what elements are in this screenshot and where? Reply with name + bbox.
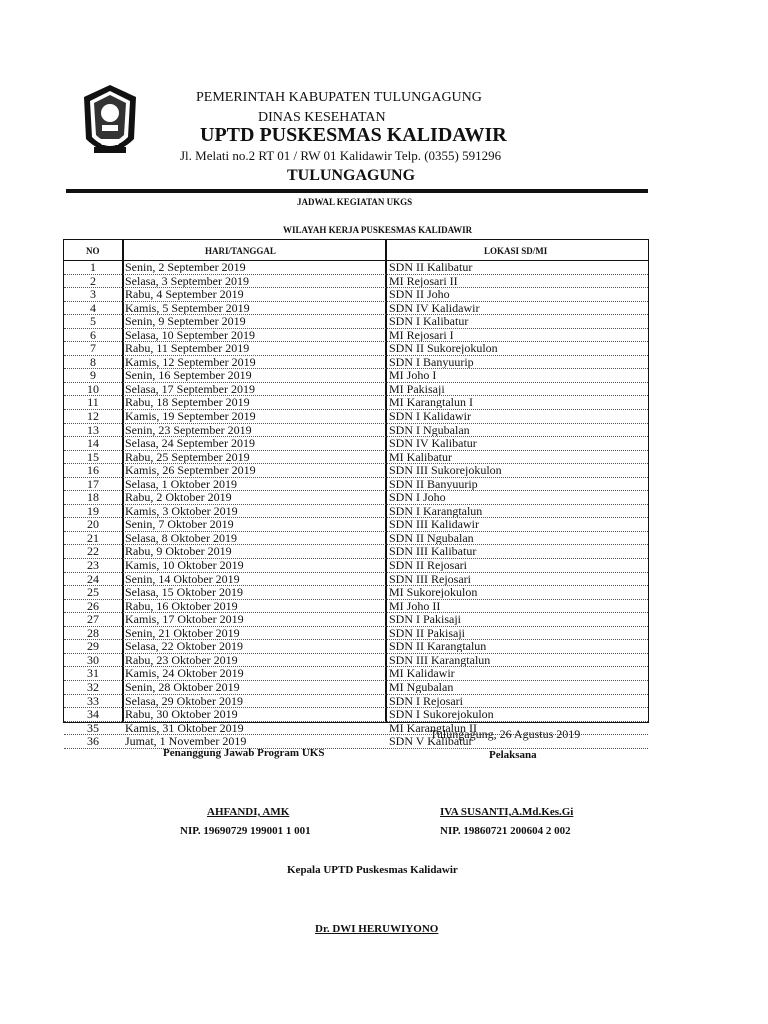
head-signatory-role: Kepala UPTD Puskesmas Kalidawir bbox=[287, 864, 458, 876]
row-location: SDN I Ngubalan bbox=[389, 423, 470, 436]
table-row bbox=[64, 383, 648, 397]
row-location: MI Kalidawir bbox=[389, 667, 455, 680]
row-date: Selasa, 15 Oktober 2019 bbox=[125, 586, 243, 599]
place-date: Tulungagung, 26 Agustus 2019 bbox=[430, 727, 581, 741]
row-date: Senin, 16 September 2019 bbox=[125, 369, 252, 382]
row-number: 29 bbox=[87, 639, 99, 654]
row-location: SDN III Rejosari bbox=[389, 572, 471, 585]
table-row bbox=[64, 640, 648, 654]
row-number: 25 bbox=[87, 585, 99, 600]
table-row bbox=[64, 654, 648, 668]
row-location: MI Rejosari II bbox=[389, 274, 458, 287]
table-body bbox=[64, 261, 648, 749]
row-location: SDN III Kalidawir bbox=[389, 518, 479, 531]
row-number: 20 bbox=[87, 517, 99, 532]
table-row bbox=[64, 600, 648, 614]
row-location: SDN II Banyuurip bbox=[389, 477, 478, 490]
right-signatory-role: Pelaksana bbox=[489, 749, 537, 761]
row-number: 21 bbox=[87, 530, 99, 545]
row-date: Rabu, 9 Oktober 2019 bbox=[125, 545, 232, 558]
row-number: 12 bbox=[87, 409, 99, 424]
table-row bbox=[64, 505, 648, 519]
row-date: Kamis, 10 Oktober 2019 bbox=[125, 559, 244, 572]
row-date: Kamis, 3 Oktober 2019 bbox=[125, 504, 238, 517]
table-row bbox=[64, 708, 648, 722]
row-date: Jumat, 1 November 2019 bbox=[125, 735, 247, 748]
table-row bbox=[64, 302, 648, 316]
row-location: MI Sukorejokulon bbox=[389, 586, 478, 599]
table-header bbox=[64, 240, 648, 261]
row-date: Rabu, 18 September 2019 bbox=[125, 396, 250, 409]
row-location: SDN II Karangtalun bbox=[389, 640, 487, 653]
row-date: Kamis, 31 Oktober 2019 bbox=[125, 721, 244, 734]
row-location: SDN III Sukorejokulon bbox=[389, 464, 502, 477]
table-row bbox=[64, 275, 648, 289]
row-date: Selasa, 17 September 2019 bbox=[125, 382, 255, 395]
right-signatory-nip: NIP. 19860721 200604 2 002 bbox=[440, 825, 571, 837]
row-date: Senin, 7 Oktober 2019 bbox=[125, 518, 234, 531]
row-location: SDN III Kalibatur bbox=[389, 545, 477, 558]
row-location: MI Joho II bbox=[389, 599, 441, 612]
table-row bbox=[64, 451, 648, 465]
table-row bbox=[64, 518, 648, 532]
table-row bbox=[64, 613, 648, 627]
row-date: Senin, 9 September 2019 bbox=[125, 315, 246, 328]
row-number: 28 bbox=[87, 625, 99, 640]
institution-heading: UPTD PUSKESMAS KALIDAWIR bbox=[200, 124, 507, 146]
row-number: 23 bbox=[87, 558, 99, 573]
row-location: MI Joho I bbox=[389, 369, 437, 382]
row-number: 13 bbox=[87, 422, 99, 437]
row-location: SDN II Rejosari bbox=[389, 559, 467, 572]
table-row bbox=[64, 356, 648, 370]
row-date: Selasa, 29 Oktober 2019 bbox=[125, 694, 243, 707]
row-number: 4 bbox=[90, 300, 96, 315]
row-location: SDN I Banyuurip bbox=[389, 355, 474, 368]
row-date: Rabu, 2 Oktober 2019 bbox=[125, 491, 232, 504]
row-number: 5 bbox=[90, 314, 96, 329]
row-location: MI Rejosari I bbox=[389, 328, 454, 341]
row-number: 24 bbox=[87, 571, 99, 586]
department-heading: DINAS KESEHATAN bbox=[258, 110, 386, 125]
row-location: SDN I Kalibatur bbox=[389, 315, 469, 328]
table-row bbox=[64, 396, 648, 410]
row-number: 30 bbox=[87, 652, 99, 667]
row-date: Kamis, 12 September 2019 bbox=[125, 355, 256, 368]
row-number: 33 bbox=[87, 693, 99, 708]
row-location: SDN I Karangtalun bbox=[389, 504, 483, 517]
row-location: MI Karangtalun II bbox=[389, 721, 477, 734]
table-row bbox=[64, 464, 648, 478]
row-date: Rabu, 16 Oktober 2019 bbox=[125, 599, 238, 612]
row-number: 36 bbox=[87, 734, 99, 749]
table-row bbox=[64, 261, 648, 275]
table-row bbox=[64, 559, 648, 573]
row-number: 14 bbox=[87, 436, 99, 451]
row-number: 17 bbox=[87, 476, 99, 491]
row-location: MI Kalibatur bbox=[389, 450, 452, 463]
table-row bbox=[64, 695, 648, 709]
row-date: Senin, 14 Oktober 2019 bbox=[125, 572, 240, 585]
row-date: Kamis, 26 September 2019 bbox=[125, 464, 256, 477]
government-heading: PEMERINTAH KABUPATEN TULUNGAGUNG bbox=[196, 90, 482, 105]
table-row bbox=[64, 424, 648, 438]
city-heading: TULUNGAGUNG bbox=[287, 167, 416, 184]
row-date: Rabu, 11 September 2019 bbox=[125, 342, 250, 355]
table-row bbox=[64, 586, 648, 600]
row-number: 18 bbox=[87, 490, 99, 505]
head-signatory-name: Dr. DWI HERUWIYONO bbox=[315, 923, 439, 935]
address-line: Jl. Melati no.2 RT 01 / RW 01 Kalidawir Telp. (0355) 591296 bbox=[180, 148, 502, 163]
row-number: 2 bbox=[90, 273, 96, 288]
row-date: Kamis, 5 September 2019 bbox=[125, 301, 250, 314]
table-row bbox=[64, 681, 648, 695]
row-location: SDN III Karangtalun bbox=[389, 653, 491, 666]
row-number: 8 bbox=[90, 354, 96, 369]
row-date: Kamis, 24 Oktober 2019 bbox=[125, 667, 244, 680]
row-date: Kamis, 17 Oktober 2019 bbox=[125, 613, 244, 626]
header-lokasi: LOKASI SD/MI bbox=[484, 246, 548, 256]
row-number: 27 bbox=[87, 612, 99, 627]
table-row bbox=[64, 491, 648, 505]
row-location: SDN II Joho bbox=[389, 288, 450, 301]
row-number: 6 bbox=[90, 327, 96, 342]
table-row bbox=[64, 667, 648, 681]
row-date: Senin, 21 Oktober 2019 bbox=[125, 626, 240, 639]
row-location: SDN I Kalidawir bbox=[389, 410, 471, 423]
row-number: 22 bbox=[87, 544, 99, 559]
row-location: MI Ngubalan bbox=[389, 680, 454, 693]
row-date: Rabu, 4 September 2019 bbox=[125, 288, 244, 301]
table-row bbox=[64, 288, 648, 302]
row-location: SDN I Pakisaji bbox=[389, 613, 461, 626]
row-number: 9 bbox=[90, 368, 96, 383]
row-date: Senin, 23 September 2019 bbox=[125, 423, 252, 436]
table-row bbox=[64, 315, 648, 329]
document-title: JADWAL KEGIATAN UKGS bbox=[297, 197, 413, 207]
table-row bbox=[64, 478, 648, 492]
row-number: 11 bbox=[87, 395, 99, 410]
row-date: Selasa, 1 Oktober 2019 bbox=[125, 477, 237, 490]
row-location: SDN IV Kalibatur bbox=[389, 437, 477, 450]
right-signatory-name: IVA SUSANTI,A.Md.Kes.Gi bbox=[440, 806, 574, 818]
row-location: MI Pakisaji bbox=[389, 382, 445, 395]
row-location: SDN II Ngubalan bbox=[389, 531, 474, 544]
row-location: MI Karangtalun I bbox=[389, 396, 473, 409]
table-row bbox=[64, 369, 648, 383]
header-no: NO bbox=[86, 246, 100, 256]
row-location: SDN IV Kalidawir bbox=[389, 301, 480, 314]
row-date: Selasa, 24 September 2019 bbox=[125, 437, 255, 450]
regency-emblem-icon bbox=[80, 83, 140, 165]
row-location: SDN II Sukorejokulon bbox=[389, 342, 498, 355]
row-number: 15 bbox=[87, 449, 99, 464]
table-row bbox=[64, 627, 648, 641]
left-signatory-nip: NIP. 19690729 199001 1 001 bbox=[180, 825, 311, 837]
table-row bbox=[64, 437, 648, 451]
row-number: 1 bbox=[90, 260, 96, 274]
row-number: 31 bbox=[87, 666, 99, 681]
row-location: SDN I Sukorejokulon bbox=[389, 708, 494, 721]
row-date: Senin, 28 Oktober 2019 bbox=[125, 680, 240, 693]
row-date: Selasa, 3 September 2019 bbox=[125, 274, 249, 287]
table-row bbox=[64, 545, 648, 559]
header-divider bbox=[66, 189, 648, 193]
row-number: 19 bbox=[87, 503, 99, 518]
row-date: Selasa, 10 September 2019 bbox=[125, 328, 255, 341]
row-number: 34 bbox=[87, 707, 99, 722]
row-location: SDN I Joho bbox=[389, 491, 446, 504]
row-date: Selasa, 22 Oktober 2019 bbox=[125, 640, 243, 653]
row-location: SDN V Kalibatur bbox=[389, 735, 473, 748]
table-row bbox=[64, 329, 648, 343]
document-subtitle: WILAYAH KERJA PUSKESMAS KALIDAWIR bbox=[283, 225, 473, 235]
row-date: Rabu, 23 Oktober 2019 bbox=[125, 653, 238, 666]
row-number: 10 bbox=[87, 381, 99, 396]
row-date: Rabu, 25 September 2019 bbox=[125, 450, 250, 463]
table-row bbox=[64, 573, 648, 587]
row-date: Rabu, 30 Oktober 2019 bbox=[125, 708, 238, 721]
table-row bbox=[64, 532, 648, 546]
header-hari-tanggal: HARI/TANGGAL bbox=[205, 246, 276, 256]
left-signatory-role: Penanggung Jawab Program UKS bbox=[163, 747, 325, 759]
row-number: 7 bbox=[90, 341, 96, 356]
row-number: 35 bbox=[87, 720, 99, 735]
row-location: SDN II Kalibatur bbox=[389, 261, 473, 273]
table-row bbox=[64, 342, 648, 356]
row-date: Senin, 2 September 2019 bbox=[125, 261, 246, 273]
left-signatory-name: AHFANDI, AMK bbox=[207, 806, 290, 818]
row-date: Kamis, 19 September 2019 bbox=[125, 410, 256, 423]
row-number: 26 bbox=[87, 598, 99, 613]
row-location: SDN II Pakisaji bbox=[389, 626, 465, 639]
row-number: 32 bbox=[87, 679, 99, 694]
row-number: 3 bbox=[90, 287, 96, 302]
row-number: 16 bbox=[87, 463, 99, 478]
row-date: Selasa, 8 Oktober 2019 bbox=[125, 531, 237, 544]
table-row bbox=[64, 410, 648, 424]
row-location: SDN I Rejosari bbox=[389, 694, 463, 707]
